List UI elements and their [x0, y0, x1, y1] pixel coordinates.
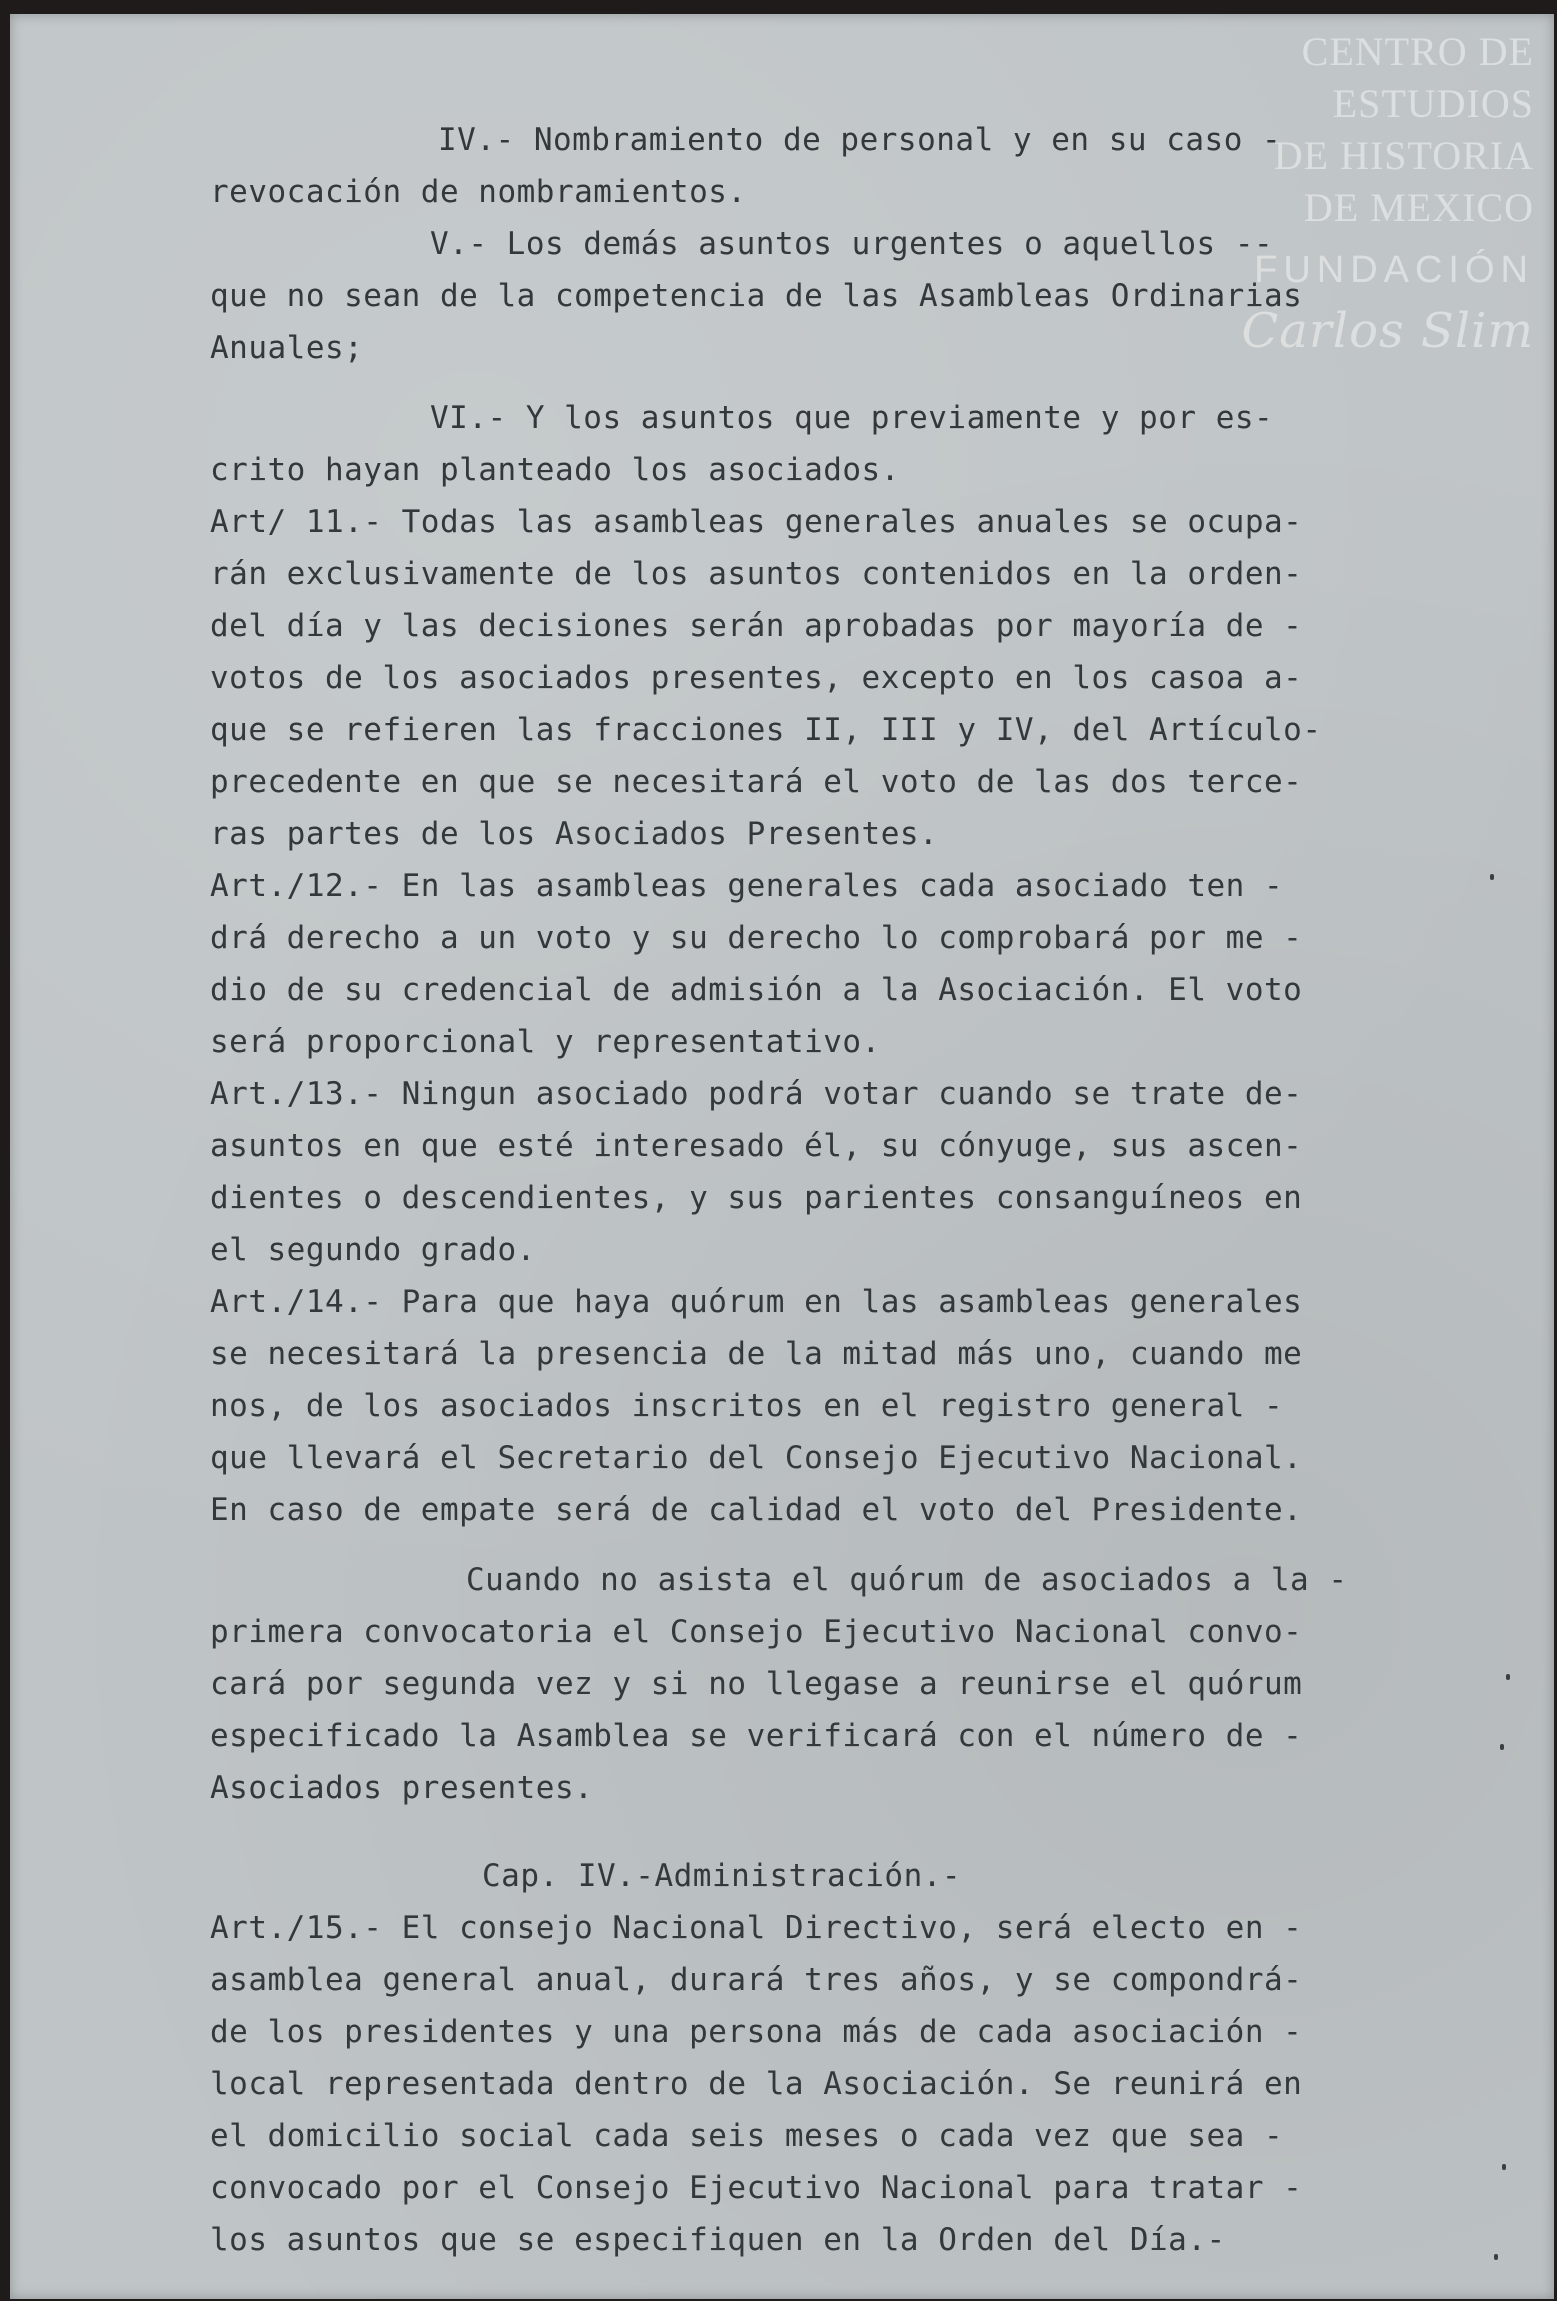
document-page	[10, 14, 1554, 2299]
text-line: el domicilio social cada seis meses o cada vez que sea -	[210, 2118, 1284, 2154]
text-line: V.- Los demás asuntos urgentes o aquellos --	[430, 226, 1274, 262]
text-line: ras partes de los Asociados Presentes.	[210, 816, 939, 852]
text-line: asuntos en que esté interesado él, su cónyuge, sus ascen-	[210, 1128, 1303, 1164]
text-line: rán exclusivamente de los asuntos contenidos en la orden-	[210, 556, 1303, 592]
paper-speck	[1502, 2164, 1506, 2170]
article-14: Art./14.- Para que haya quórum en las asambleas generales	[210, 1284, 1303, 1320]
text-line: Anuales;	[210, 330, 364, 366]
text-line: que llevará el Secretario del Consejo Ejecutivo Nacional.	[210, 1440, 1303, 1476]
text-line: nos, de los asociados inscritos en el registro general -	[210, 1388, 1284, 1424]
paper-speck	[1490, 874, 1494, 880]
article-12: Art./12.- En las asambleas generales cada asociado ten -	[210, 868, 1284, 904]
paper-speck	[1506, 1674, 1510, 1680]
text-line: convocado por el Consejo Ejecutivo Nacional para tratar -	[210, 2170, 1303, 2206]
typewritten-text	[210, 114, 1348, 2266]
text-line: primera convocatoria el Consejo Ejecutivo Nacional convo-	[210, 1614, 1303, 1650]
text-line: En caso de empate será de calidad el voto del Presidente.	[210, 1492, 1303, 1528]
paper-speck	[1494, 2254, 1498, 2260]
text-line: Cuando no asista el quórum de asociados a la -	[466, 1562, 1348, 1598]
paper-speck	[1500, 1744, 1504, 1750]
chapter-heading: Cap. IV.-Administración.-	[482, 1858, 962, 1894]
text-line: se necesitará la presencia de la mitad más uno, cuando me	[210, 1336, 1303, 1372]
text-line: IV.- Nombramiento de personal y en su caso -	[438, 122, 1282, 158]
article-11: Art/ 11.- Todas las asambleas generales anuales se ocupa-	[210, 504, 1303, 540]
watermark-line: ESTUDIOS	[1332, 81, 1534, 126]
text-line: los asuntos que se especifiquen en la Orden del Día.-	[210, 2222, 1226, 2258]
text-line: precedente en que se necesitará el voto de las dos terce-	[210, 764, 1303, 800]
text-line: será proporcional y representativo.	[210, 1024, 881, 1060]
text-line: VI.- Y los asuntos que previamente y por es-	[430, 400, 1274, 436]
watermark-line: DE MEXICO	[1303, 185, 1534, 230]
text-line: dientes o descendientes, y sus parientes consanguíneos en	[210, 1180, 1303, 1216]
text-line: local representada dentro de la Asociación. Se reunirá en	[210, 2066, 1303, 2102]
article-15: Art./15.- El consejo Nacional Directivo, será electo en -	[210, 1910, 1303, 1946]
text-line: cará por segunda vez y si no llegase a reunirse el quórum	[210, 1666, 1303, 1702]
text-line: que se refieren las fracciones II, III y IV, del Artículo-	[210, 712, 1322, 748]
text-line: votos de los asociados presentes, excepto en los casoa a-	[210, 660, 1303, 696]
text-line: drá derecho a un voto y su derecho lo comprobará por me -	[210, 920, 1303, 956]
text-line: dio de su credencial de admisión a la Asociación. El voto	[210, 972, 1303, 1008]
watermark-signature: Carlos Slim	[1241, 303, 1534, 359]
watermark-line: CENTRO DE	[1301, 29, 1534, 74]
text-line: de los presidentes y una persona más de cada asociación -	[210, 2014, 1303, 2050]
text-line: crito hayan planteado los asociados.	[210, 452, 900, 488]
text-line: Asociados presentes.	[210, 1770, 594, 1806]
text-line: revocación de nombramientos.	[210, 174, 747, 210]
article-13: Art./13.- Ningun asociado podrá votar cuando se trate de-	[210, 1076, 1303, 1112]
text-line: el segundo grado.	[210, 1232, 536, 1268]
watermark-line: DE HISTORIA	[1273, 133, 1534, 178]
watermark-foundation: FUNDACIÓN	[1254, 249, 1534, 291]
text-line: del día y las decisiones serán aprobadas por mayoría de -	[210, 608, 1303, 644]
text-line: especificado la Asamblea se verificará con el número de -	[210, 1718, 1303, 1754]
text-line: que no sean de la competencia de las Asambleas Ordinarias	[210, 278, 1303, 314]
text-line: asamblea general anual, durará tres años, y se compondrá-	[210, 1962, 1303, 1998]
